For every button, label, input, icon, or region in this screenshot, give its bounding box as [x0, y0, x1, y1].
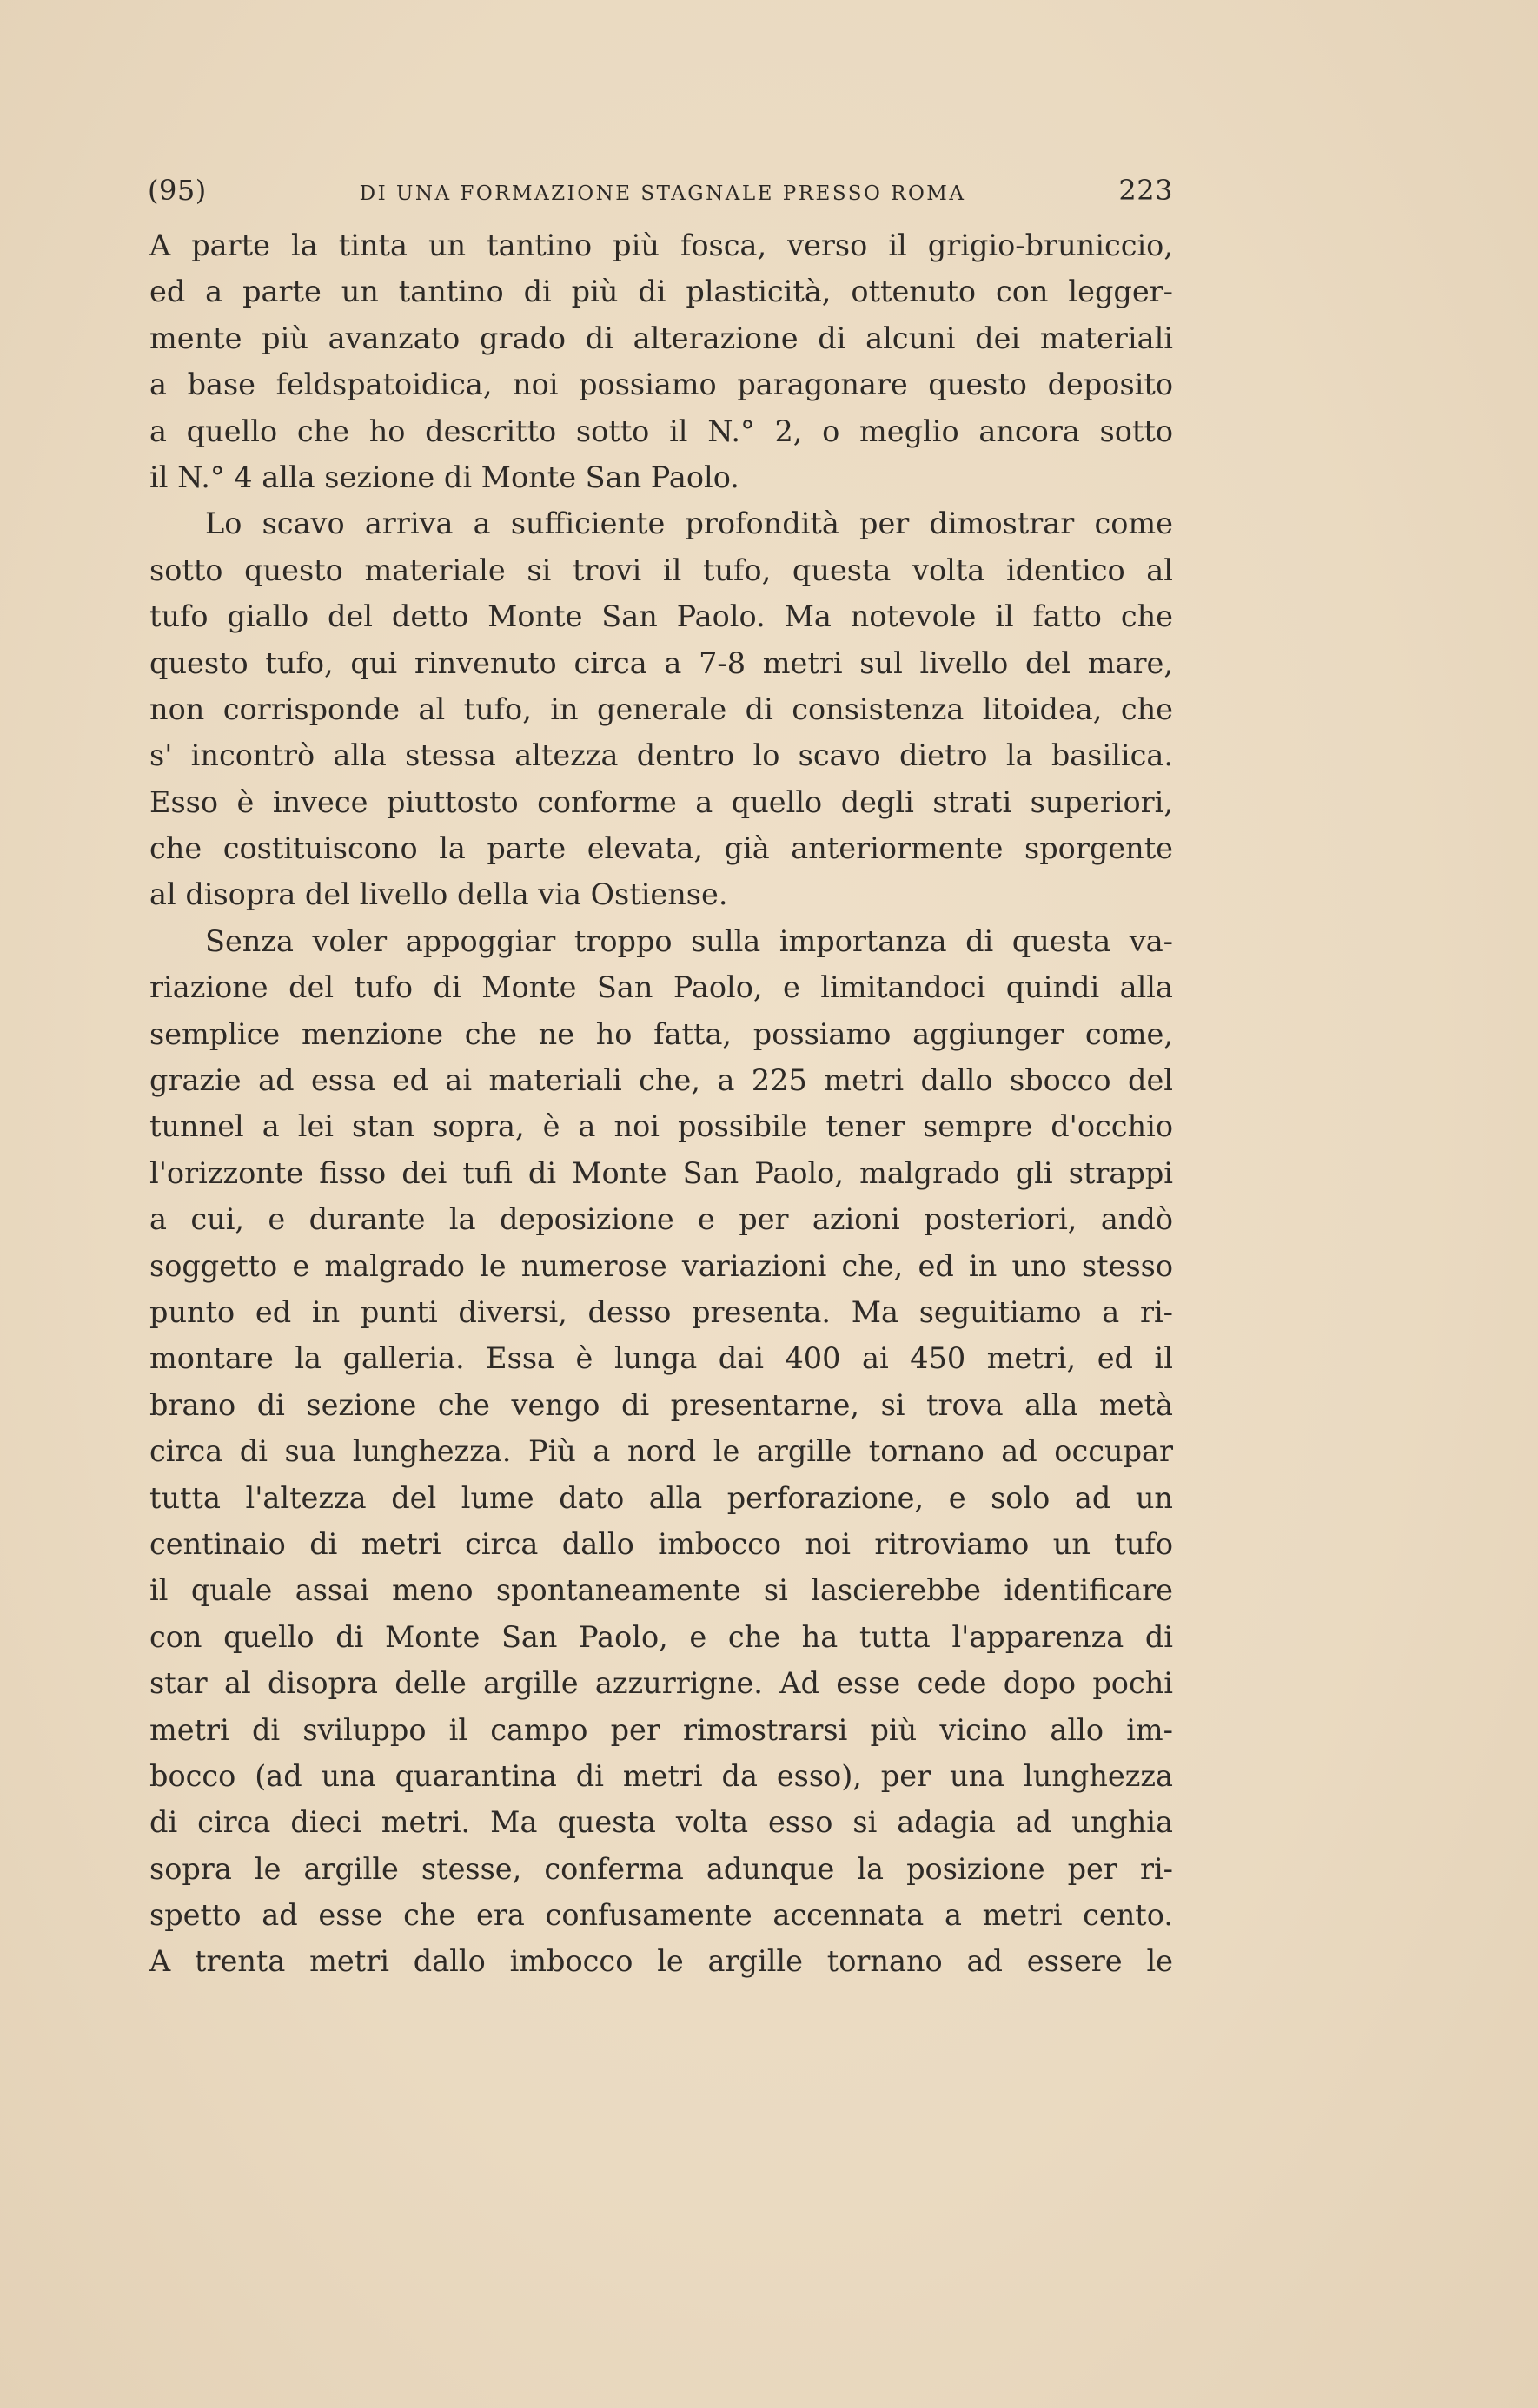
- text-line: grazie ad essa ed ai materiali che, a 225 metri dallo sbocco del: [149, 1063, 1173, 1098]
- text-line: A trenta metri dallo imbocco le argille tornano ad essere le: [149, 1944, 1173, 1979]
- text-line: A parte la tinta un tantino più fosca, verso il grigio-bruniccio,: [149, 228, 1173, 262]
- text-line: soggetto e malgrado le numerose variazioni che, ed in uno stesso: [149, 1248, 1173, 1283]
- page-number: 223: [1118, 174, 1173, 207]
- text-line: questo tufo, qui rinvenuto circa a 7-8 metri sul livello del mare,: [149, 645, 1173, 680]
- text-line: mente più avanzato grado di alterazione di alcuni dei materiali: [149, 321, 1173, 355]
- text-line: tutta l'altezza del lume dato alla perforazione, e solo ad un: [149, 1480, 1173, 1515]
- text-line: tufo giallo del detto Monte San Paolo. Ma notevole il fatto che: [149, 599, 1173, 634]
- text-line: a base feldspatoidica, noi possiamo paragonare questo deposito: [149, 367, 1173, 402]
- text-line: a quello che ho descritto sotto il N.° 2, o meglio ancora sotto: [149, 413, 1173, 448]
- text-line: Senza voler appoggiar troppo sulla importanza di questa va-: [205, 923, 1173, 958]
- text-line: sopra le argille stesse, conferma adunque la posizione per ri-: [149, 1851, 1173, 1886]
- text-line: montare la galleria. Essa è lunga dai 400 ai 450 metri, ed il: [149, 1341, 1173, 1376]
- text-line: spetto ad esse che era confusamente accennata a metri cento.: [149, 1898, 1173, 1933]
- text-line: il quale assai meno spontaneamente si lascierebbe identificare: [149, 1573, 1173, 1608]
- running-head: [148, 174, 1173, 217]
- text-line: s' incontrò alla stessa altezza dentro lo scavo dietro la basilica.: [149, 738, 1173, 773]
- text-line: non corrisponde al tufo, in generale di consistenza litoidea, che: [149, 691, 1173, 726]
- text-line: punto ed in punti diversi, desso presenta. Ma seguitiamo a ri-: [149, 1294, 1173, 1329]
- body-text: [149, 222, 1173, 1985]
- section-number: (95): [148, 174, 207, 207]
- text-line: semplice menzione che ne ho fatta, possiamo aggiunger come,: [149, 1016, 1173, 1051]
- text-line: che costituiscono la parte elevata, già anteriormente sporgente: [149, 831, 1173, 866]
- text-line: centinaio di metri circa dallo imbocco noi ritroviamo un tufo: [149, 1526, 1173, 1561]
- text-line: circa di sua lunghezza. Più a nord le argille tornano ad occupar: [149, 1434, 1173, 1469]
- text-line: tunnel a lei stan sopra, è a noi possibile tener sempre d'occhio: [149, 1109, 1173, 1144]
- text-line: con quello di Monte San Paolo, e che ha tutta l'apparenza di: [149, 1619, 1173, 1654]
- text-line: ed a parte un tantino di più di plasticità, ottenuto con legger-: [149, 275, 1173, 309]
- text-line: bocco (ad una quarantina di metri da esso), per una lunghezza: [149, 1758, 1173, 1793]
- text-line: Esso è invece piuttosto conforme a quello degli strati superiori,: [149, 784, 1173, 819]
- text-line: star al disopra delle argille azzurrigne. Ad esse cede dopo pochi: [149, 1666, 1173, 1701]
- text-line: sotto questo materiale si trovi il tufo, questa volta identico al: [149, 552, 1173, 587]
- text-line: il N.° 4 alla sezione di Monte San Paolo.: [149, 460, 739, 494]
- text-line: riazione del tufo di Monte San Paolo, e limitandoci quindi alla: [149, 970, 1173, 1005]
- text-line: Lo scavo arriva a sufficiente profondità per dimostrar come: [205, 506, 1173, 541]
- running-title: DI UNA FORMAZIONE STAGNALE PRESSO ROMA: [359, 182, 966, 205]
- text-line: a cui, e durante la deposizione e per azioni posteriori, andò: [149, 1202, 1173, 1237]
- text-line: metri di sviluppo il campo per rimostrarsi più vicino allo im-: [149, 1712, 1173, 1747]
- text-line: al disopra del livello della via Ostiense.: [149, 877, 728, 912]
- text-line: di circa dieci metri. Ma questa volta esso si adagia ad unghia: [149, 1805, 1173, 1840]
- text-line: brano di sezione che vengo di presentarne, si trova alla metà: [149, 1387, 1173, 1422]
- text-line: l'orizzonte fisso dei tufi di Monte San Paolo, malgrado gli strappi: [149, 1155, 1173, 1190]
